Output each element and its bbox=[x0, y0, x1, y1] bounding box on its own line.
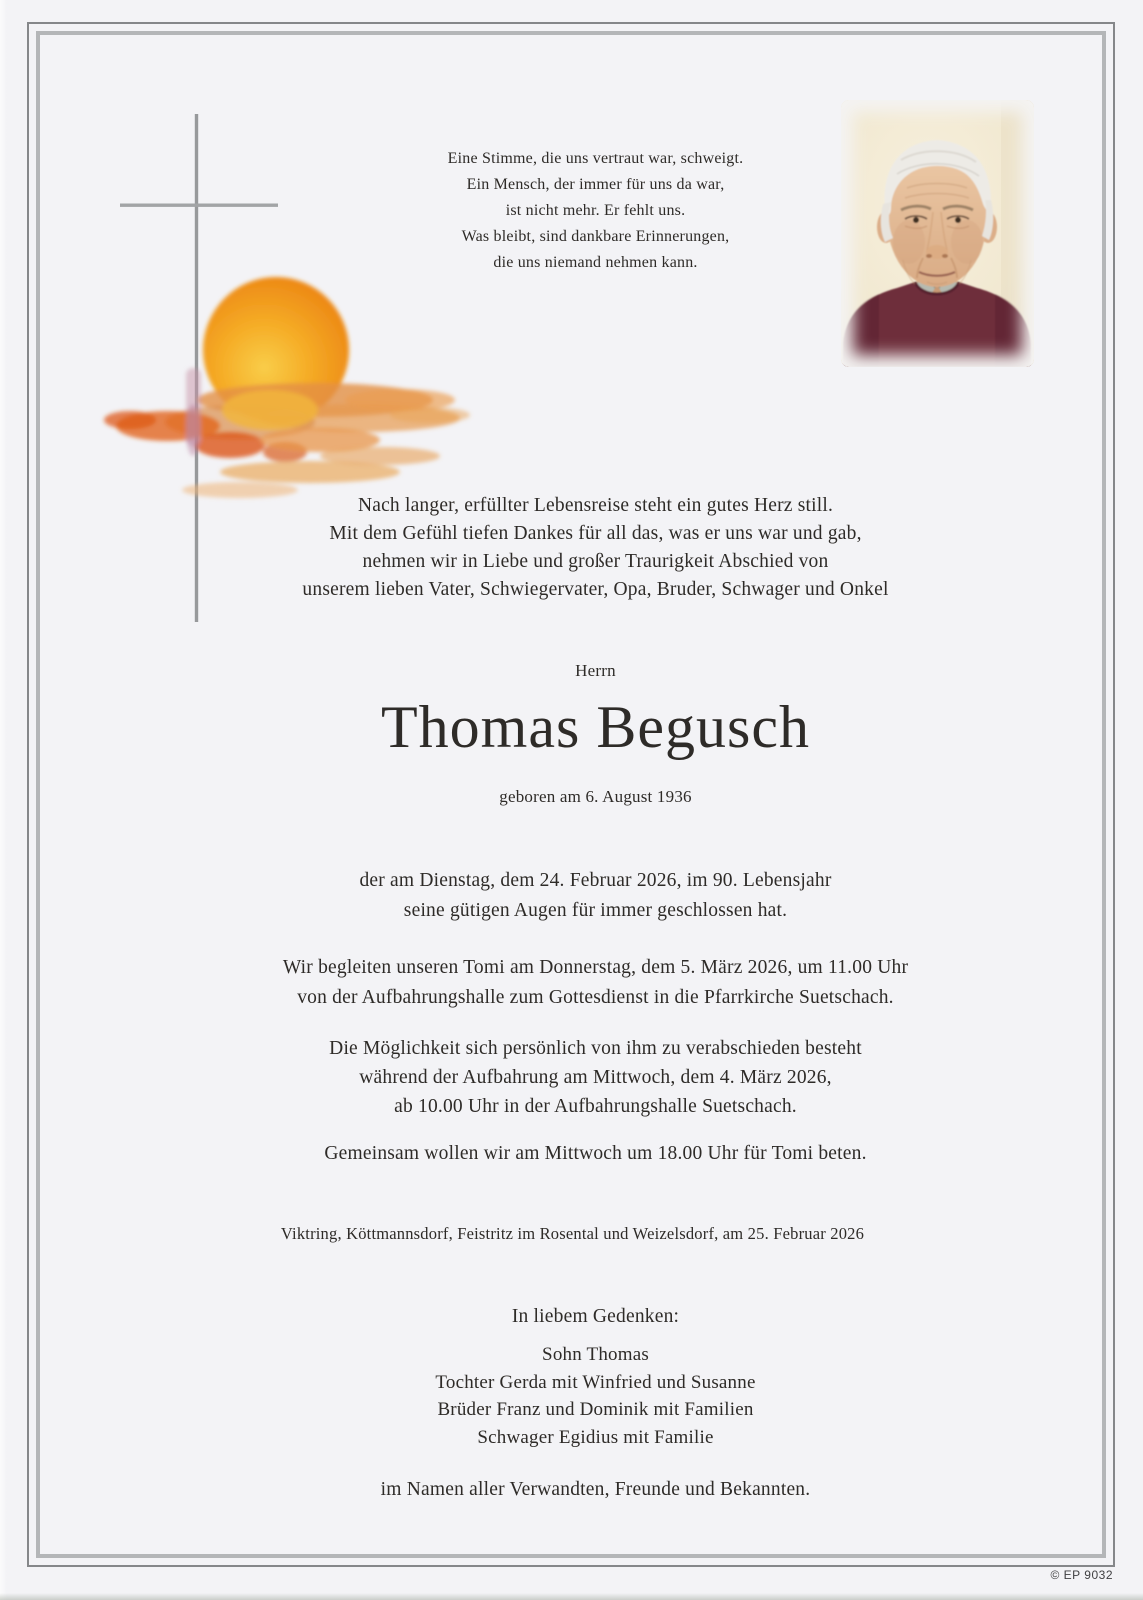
funeral-notice-line: Wir begleiten unseren Tomi am Donnerstag, dem 5. März 2026, um 11.00 Uhr bbox=[282, 957, 909, 978]
poem-line: die uns niemand nehmen kann. bbox=[493, 254, 698, 271]
announcement-line: Mit dem Gefühl tiefen Dankes für all das, was er uns war und gab, bbox=[329, 523, 862, 544]
prayer-line: Gemeinsam wollen wir am Mittwoch um 18.00 Uhr für Tomi beten. bbox=[324, 1143, 867, 1164]
death-notice-line: der am Dienstag, dem 24. Februar 2026, im 90. Lebensjahr bbox=[359, 870, 832, 891]
remembrance-heading: In liebem Gedenken: bbox=[511, 1306, 680, 1327]
announcement-paragraph bbox=[0, 492, 1143, 604]
memorial-poem bbox=[0, 146, 1143, 276]
sunset-watercolor bbox=[104, 277, 470, 498]
dateline: Viktring, Köttmannsdorf, Feistritz im Rosental und Weizelsdorf, am 25. Februar 2026 bbox=[280, 1224, 865, 1243]
poem-line: Ein Mensch, der immer für uns da war, bbox=[466, 176, 725, 193]
death-notice-line: seine gütigen Augen für immer geschlossen hat. bbox=[403, 900, 788, 921]
scan-page-edge-bottom bbox=[0, 1593, 1143, 1600]
family-member-line: Brüder Franz und Dominik mit Familien bbox=[437, 1399, 754, 1420]
family-list bbox=[0, 1341, 1143, 1451]
viewing-notice-line: Die Möglichkeit sich persönlich von ihm zu verabschieden besteht bbox=[329, 1038, 862, 1059]
poem-line: Eine Stimme, die uns vertraut war, schweigt. bbox=[447, 150, 744, 167]
funeral-notice-line: von der Aufbahrungshalle zum Gottesdienst in die Pfarrkirche Suetschach. bbox=[297, 987, 894, 1008]
poem-line: Was bleibt, sind dankbare Erinnerungen, bbox=[461, 228, 730, 245]
death-notice bbox=[0, 866, 1143, 926]
closing-line: im Namen aller Verwandten, Freunde und Bekannten. bbox=[380, 1479, 811, 1500]
poem-line: ist nicht mehr. Er fehlt uns. bbox=[505, 202, 686, 219]
viewing-notice-line: ab 10.00 Uhr in der Aufbahrungshalle Suetschach. bbox=[394, 1096, 797, 1117]
family-member-line: Tochter Gerda mit Winfried und Susanne bbox=[435, 1371, 756, 1393]
viewing-notice bbox=[0, 1034, 1143, 1121]
deceased-name: Thomas Begusch bbox=[381, 694, 810, 760]
announcement-line: unserem lieben Vater, Schwiegervater, Opa, Bruder, Schwager und Onkel bbox=[302, 579, 889, 600]
family-member-line: Sohn Thomas bbox=[542, 1344, 649, 1365]
copyright-note: © EP 9032 bbox=[1050, 1568, 1113, 1582]
salutation: Herrn bbox=[575, 661, 616, 680]
announcement-line: Nach langer, erfüllter Lebensreise steht ein gutes Herz still. bbox=[357, 495, 834, 516]
family-member-line: Schwager Egidius mit Familie bbox=[477, 1426, 714, 1448]
funeral-notice bbox=[0, 953, 1143, 1013]
birth-date-line: geboren am 6. August 1936 bbox=[499, 787, 692, 806]
viewing-notice-line: während der Aufbahrung am Mittwoch, dem 4. März 2026, bbox=[359, 1067, 832, 1088]
announcement-line: nehmen wir in Liebe und großer Traurigkeit Abschied von bbox=[362, 551, 829, 572]
